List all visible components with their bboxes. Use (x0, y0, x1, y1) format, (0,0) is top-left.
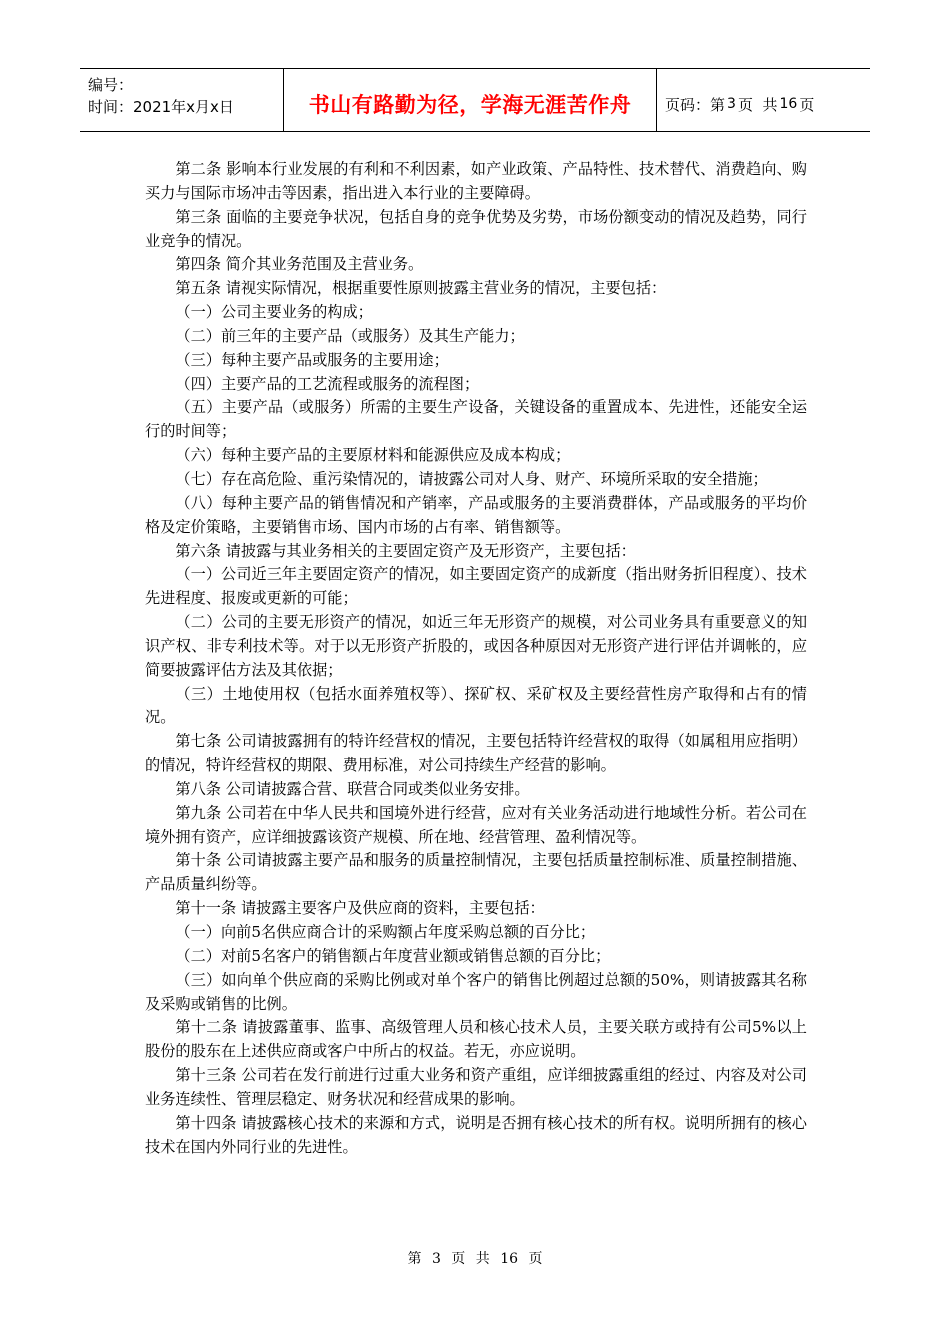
paragraph: 第四条 简介其业务范围及主营业务。 (175, 255, 424, 274)
paragraph: 第九条 公司若在中华人民共和国境外进行经营，应对有关业务活动进行地域性分析。若公司在境外拥有资产，应详细披露该资产规模、所在地、经营管理、盈利情况等。 (145, 803, 807, 846)
paragraph: （二）公司的主要无形资产的情况，如近三年无形资产的规模，对公司业务具有重要意义的知识产权、非专利技术等。对于以无形资产折股的，或因各种原因对无形资产进行评估并调帐的，应简要披露评估方法及其依据； (145, 613, 807, 679)
paragraph: 第十二条 请披露董事、监事、高级管理人员和核心技术人员，主要关联方或持有公司5%以上股份的股东在上述供应商或客户中所占的权益。若无，亦应说明。 (145, 1018, 807, 1061)
paragraph: 第二条 影响本行业发展的有利和不利因素，如产业政策、产品特性、技术替代、消费趋向、购买力与国际市场冲击等因素，指出进入本行业的主要障碍。 (145, 160, 807, 202)
header-table (80, 68, 870, 132)
page-footer (0, 1248, 950, 1268)
page-total: 16 (779, 96, 798, 112)
paragraph: 第五条 请视实际情况，根据重要性原则披露主营业务的情况，主要包括： (175, 279, 667, 298)
paragraph: （二）对前5名客户的销售额占年度营业额或销售总额的百分比； (175, 946, 611, 965)
paragraph: （一）向前5名供应商合计的采购额占年度采购总额的百分比； (175, 923, 596, 941)
paragraph: （三）如向单个供应商的采购比例或对单个客户的销售比例超过总额的50%，则请披露其名称及采购或销售的比例。 (145, 970, 807, 1013)
paragraph: 第十条 公司请披露主要产品和服务的质量控制情况，主要包括质量控制标准、质量控制措施、产品质量纠纷等。 (145, 851, 807, 894)
paragraph: （七）存在高危险、重污染情况的，请披露公司对人身、财产、环境所采取的安全措施； (175, 469, 768, 488)
page-current: 3 (727, 96, 736, 112)
paragraph: 第三条 面临的主要竞争状况，包括自身的竞争优势及劣势，市场份额变动的情况及趋势，同行业竞争的情况。 (145, 207, 807, 250)
page-prefix: 页码：第 (665, 95, 726, 114)
header-slogan-cell (284, 69, 657, 131)
paragraph: （一）公司主要业务的构成； (175, 303, 373, 322)
paragraph: （五）主要产品（或服务）所需的主要生产设备，关键设备的重置成本、先进性，还能安全运行的时间等； (145, 398, 807, 441)
document-number-label: 编号： (88, 76, 134, 94)
paragraph: 第六条 请披露与其业务相关的主要固定资产及无形资产，主要包括： (175, 541, 636, 560)
paragraph: （一）公司近三年主要固定资产的情况，如主要固定资产的成新度（指出财务折旧程度）、技术先进程度、报废或更新的可能； (145, 565, 807, 608)
page-mid: 页 共 (737, 95, 778, 114)
footer-page-number: 第 3 页 共 16 页 (407, 1251, 543, 1267)
header-slogan: 书山有路勤为径，学海无涯苦作舟 (308, 93, 632, 117)
paragraph: （二）前三年的主要产品（或服务）及其生产能力； (175, 326, 525, 345)
paragraph: （六）每种主要产品的主要原材料和能源供应及成本构成； (175, 446, 571, 465)
paragraph: （三）土地使用权（包括水面养殖权等）、探矿权、采矿权及主要经营性房产取得和占有的情况。 (145, 684, 807, 727)
paragraph: （四）主要产品的工艺流程或服务的流程图； (175, 374, 480, 393)
page-suffix: 页 (799, 95, 815, 114)
paragraph: 第七条 公司请披露拥有的特许经营权的情况，主要包括特许经营权的取得（如属租用应指明）的情况，特许经营权的期限、费用标准，对公司持续生产经营的影响。 (145, 732, 807, 775)
header-page-cell (657, 69, 870, 131)
paragraph: 第十一条 请披露主要客户及供应商的资料，主要包括： (175, 899, 545, 918)
paragraph: 第十三条 公司若在发行前进行过重大业务和资产重组，应详细披露重组的经过、内容及对公司业务连续性、管理层稳定、财务状况和经营成果的影响。 (145, 1066, 807, 1108)
paragraph: 第八条 公司请披露合营、联营合同或类似业务安排。 (175, 779, 530, 798)
document-body (145, 158, 807, 1159)
paragraph: （三）每种主要产品或服务的主要用途； (175, 350, 449, 369)
paragraph: （八）每种主要产品的销售情况和产销率，产品或服务的主要消费群体，产品或服务的平均价格及定价策略，主要销售市场、国内市场的占有率、销售额等。 (145, 493, 807, 536)
document-date-label: 时间：2021年x月x日 (88, 98, 234, 116)
paragraph: 第十四条 请披露核心技术的来源和方式，说明是否拥有核心技术的所有权。说明所拥有的核心技术在国内外同行业的先进性。 (145, 1113, 807, 1156)
header-meta-cell (80, 69, 284, 131)
